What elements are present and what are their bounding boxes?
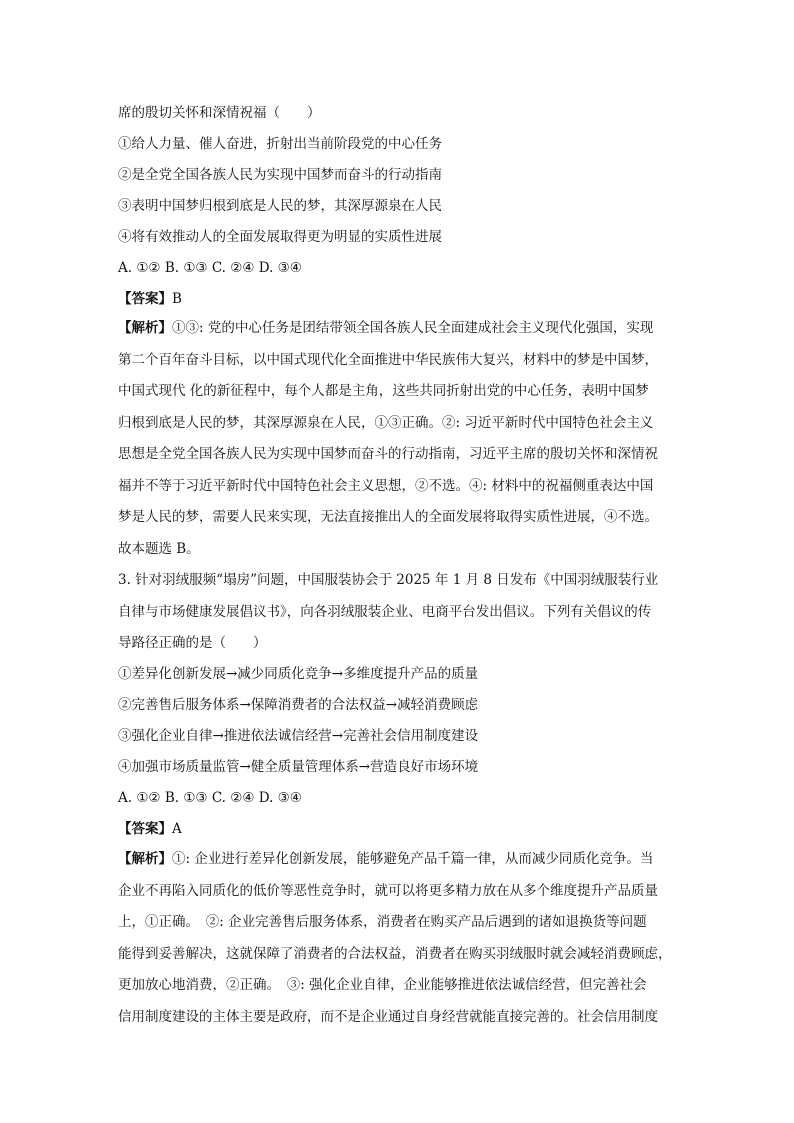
q2-analysis-line: 归根到底是人民的梦，其深厚源泉在人民，①③正确。②: 习近平新时代中国特色社会主义: [118, 414, 654, 431]
q2-analysis: [118, 313, 682, 565]
q3-option-3: ③强化企业自律→推进依法诚信经营→完善社会信用制度建设: [118, 728, 479, 744]
q2-option-1: ①给人力量、催人奋进，折射出当前阶段党的中心任务: [118, 136, 442, 152]
q3-stem-line: 3. 针对羽绒服频“塌房”问题，中国服装协会于 2025 年 1 月 8 日发布《中国羽绒服装行业: [118, 572, 659, 588]
q2-option-2: ②是全党全国各族人民为实现中国梦而奋斗的行动指南: [118, 167, 442, 183]
q2-answer-value: B: [172, 291, 182, 307]
q2-analysis-label: 【解析】: [118, 320, 172, 336]
q3-choices: A. ①② B. ①③ C. ②④ D. ③④: [118, 790, 302, 806]
q3-stem: [118, 565, 682, 660]
q3-answer: [118, 820, 182, 838]
q2-analysis-line: ①③: 党的中心任务是团结带领全国各族人民全面建成社会主义现代化强国，实现: [172, 320, 654, 336]
q3-analysis-label: 【解析】: [118, 851, 172, 867]
q3-option-1: ①差异化创新发展→减少同质化竞争→多维度提升产品的质量: [118, 666, 479, 682]
q2-option-4: ④将有效推动人的全面发展取得更为明显的实质性进展: [118, 229, 442, 245]
q2-option-3: ③表明中国梦归根到底是人民的梦，其深厚源泉在人民: [118, 198, 442, 214]
q3-analysis-line: 能得到妥善解决，这就保障了消费者的合法权益，消费者在购买羽绒服时就会减轻消费顾虑，: [118, 945, 672, 962]
q2-analysis-line: 中国式现代 化的新征程中，每个人都是主角，这些共同折射出党的中心任务，表明中国梦: [118, 383, 649, 399]
q3-answer-label: 【答案】: [118, 821, 172, 837]
q3-option-2: ②完善售后服务体系→保障消费者的合法权益→减轻消费顾虑: [118, 697, 479, 713]
q2-analysis-line: 第二个百年奋斗目标，以中国式现代化全面推进中华民族伟大复兴，材料中的梦是中国梦，: [118, 351, 658, 368]
q3-analysis-line: 更加放心地消费，②正确。 ③: 强化企业自律，企业能够推进依法诚信经营，但完善社会: [118, 977, 647, 993]
q2-stem-tail: 席的殷切关怀和深情祝福（ ）: [118, 105, 321, 121]
q2-choices: A. ①② B. ①③ C. ②④ D. ③④: [118, 260, 302, 276]
q2-analysis-line: 故本题选 B。: [118, 540, 200, 557]
q3-analysis-line: 上，①正确。 ②: 企业完善售后服务体系，消费者在购买产品后遇到的诸如退换货等问题: [118, 914, 647, 930]
q3-stem-line: 自律与市场健康发展倡议书》，向各羽绒服装企业、电商平台发出倡议。下列有关倡议的传: [118, 603, 652, 620]
q2-answer-label: 【答案】: [118, 291, 172, 307]
q2-analysis-line: 福并不等于习近平新时代中国特色社会主义思想，②不选。④: 材料中的祝福侧重表达中国: [118, 477, 654, 494]
q3-analysis-line: ①: 企业进行差异化创新发展，能够避免产品千篇一律，从而减少同质化竞争。当: [172, 851, 654, 867]
q2-analysis-line: 思想是全党全国各族人民为实现中国梦而奋斗的行动指南，习近平主席的殷切关怀和深情祝: [118, 446, 658, 462]
q3-analysis-line: 企业不再陷入同质化的低价等恶性竞争时，就可以将更多精力放在从多个维度提升产品质量: [118, 882, 658, 899]
q3-analysis-line: 信用制度建设的主体主要是政府，而不是企业通过自身经营就能直接完善的。社会信用制度: [118, 1008, 658, 1025]
q3-option-4: ④加强市场质量监管→健全质量管理体系→营造良好市场环境: [118, 759, 479, 775]
q2-analysis-line: 梦是人民的梦，需要人民来实现，无法直接推出人的全面发展将取得实质性进展，④不选。: [118, 509, 658, 525]
q2-answer: [118, 290, 182, 308]
q3-analysis: [118, 844, 682, 1033]
q3-answer-value: A: [172, 821, 182, 837]
q3-stem-line: 导路径正确的是（ ）: [118, 635, 267, 651]
